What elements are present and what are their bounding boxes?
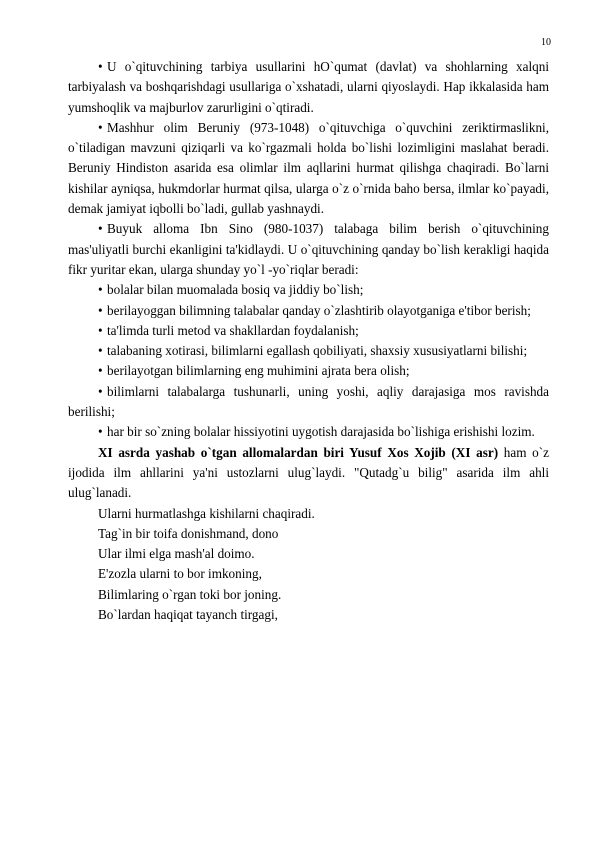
- list-item-text: bilimlarni talabalarga tushunarli, uning yoshi, aqliy darajasiga mos ravishda berilishi;: [68, 383, 549, 420]
- list-item-text: berilayoggan bilimning talabalar qanday o`zlashtirib olayotganiga e'tibor berish;: [107, 302, 531, 318]
- document-body: [68, 57, 549, 625]
- paragraph: [68, 57, 549, 118]
- bullet-icon: •: [98, 424, 103, 440]
- poem-line: Tag`in bir toifa donishmand, dono: [98, 525, 279, 541]
- bullet-icon: •: [98, 343, 103, 359]
- paragraph-text: Mashhur olim Beruniy (973-1048) o`qituvchiga o`quvchini zeriktirmaslikni, o`tiladigan mavzuni qiziqarli va ko`rgazmali holda bo`lishi lozimligini maslahat beradi. Beruniy Hindiston asarida esa olimlar ilm aqllarini hurmat qilishga chaqiradi. Bo`larni kishilar ayniqsa, hukmdorlar hurmat qilsa, ularga o`z o`rnida baho bersa, ilmlar ko`payadi, demak jamiyat iqbolli bo`ladi, gullab yashnaydi.: [68, 119, 549, 217]
- bullet-icon: •: [98, 282, 103, 298]
- paragraph-text: U o`qituvchining tarbiya usullarini hO`qumat (davlat) va shohlarning xalqni tarbiyalash va boshqarishdagi usullariga o`xshatadi, ularni qiyoslaydi. Hap ikkalasida ham yumshoqlik va majburlov zarurligini o`qtiradi.: [68, 59, 549, 115]
- list-item: [68, 321, 549, 341]
- poem-line: Ular ilmi elga mash'al doimo.: [98, 546, 255, 562]
- list-item: [68, 382, 549, 423]
- list-item-text: berilayotgan bilimlarning eng muhimini ajrata bera olish;: [107, 363, 410, 379]
- poem-line: Ularni hurmatlashga kishilarni chaqiradi.: [98, 505, 315, 521]
- list-item: [68, 301, 549, 321]
- list-item-text: bolalar bilan muomalada bosiq va jiddiy bo`lish;: [107, 282, 364, 298]
- list-item-text: talabaning xotirasi, bilimlarni egallash qobiliyati, shaxsiy xususiyatlarni bilishi;: [107, 343, 528, 359]
- bullet-icon: •: [98, 322, 103, 338]
- poem-line: E'zozla ularni to bor imkoning,: [98, 566, 262, 582]
- bullet-icon: •: [98, 59, 103, 74]
- bullet-icon: •: [98, 363, 103, 379]
- bullet-icon: •: [98, 119, 103, 135]
- list-item: [68, 422, 549, 442]
- paragraph: [68, 443, 549, 504]
- poem-line: Bo`lardan haqiqat tayanch tirgagi,: [98, 607, 278, 623]
- paragraph-text: Buyuk alloma Ibn Sino (980-1037) talabaga bilim berish o`qituvchining mas'uliyatli burchi ekanligini ta'kidlaydi. U o`qituvchining qanday bo`lish kerakligi haqida fikr yuritar ekan, ularga shunday yo`l -yo`riqlar beradi:: [68, 221, 549, 277]
- paragraph-bold-text: XI asrda yashab o`tgan allomalardan biri Yusuf Xos Xojib (XI asr): [98, 444, 499, 460]
- list-item: [68, 361, 549, 381]
- list-item: [68, 341, 549, 361]
- list-item-text: har bir so`zning bolalar hissiyotini uygotish darajasida bo`lishiga erishishi lozim.: [107, 424, 535, 440]
- paragraph: [68, 219, 549, 280]
- poem-line: Bilimlaring o`rgan toki bor joning.: [98, 586, 282, 602]
- list-item-text: ta'limda turli metod va shakllardan foydalanish;: [107, 322, 359, 338]
- page-number: 10: [541, 37, 551, 48]
- paragraph: [68, 118, 549, 219]
- bullet-icon: •: [98, 221, 103, 237]
- list-item: [68, 280, 549, 300]
- bullet-icon: •: [98, 302, 103, 318]
- bullet-icon: •: [98, 383, 103, 399]
- paragraph-text: ham o`z ijodida ilm ahllarini ya'ni ustozlarni ulug`laydi. "Qutadg`u bilig" asarida ilm ahli ulug`lanadi.: [68, 444, 549, 501]
